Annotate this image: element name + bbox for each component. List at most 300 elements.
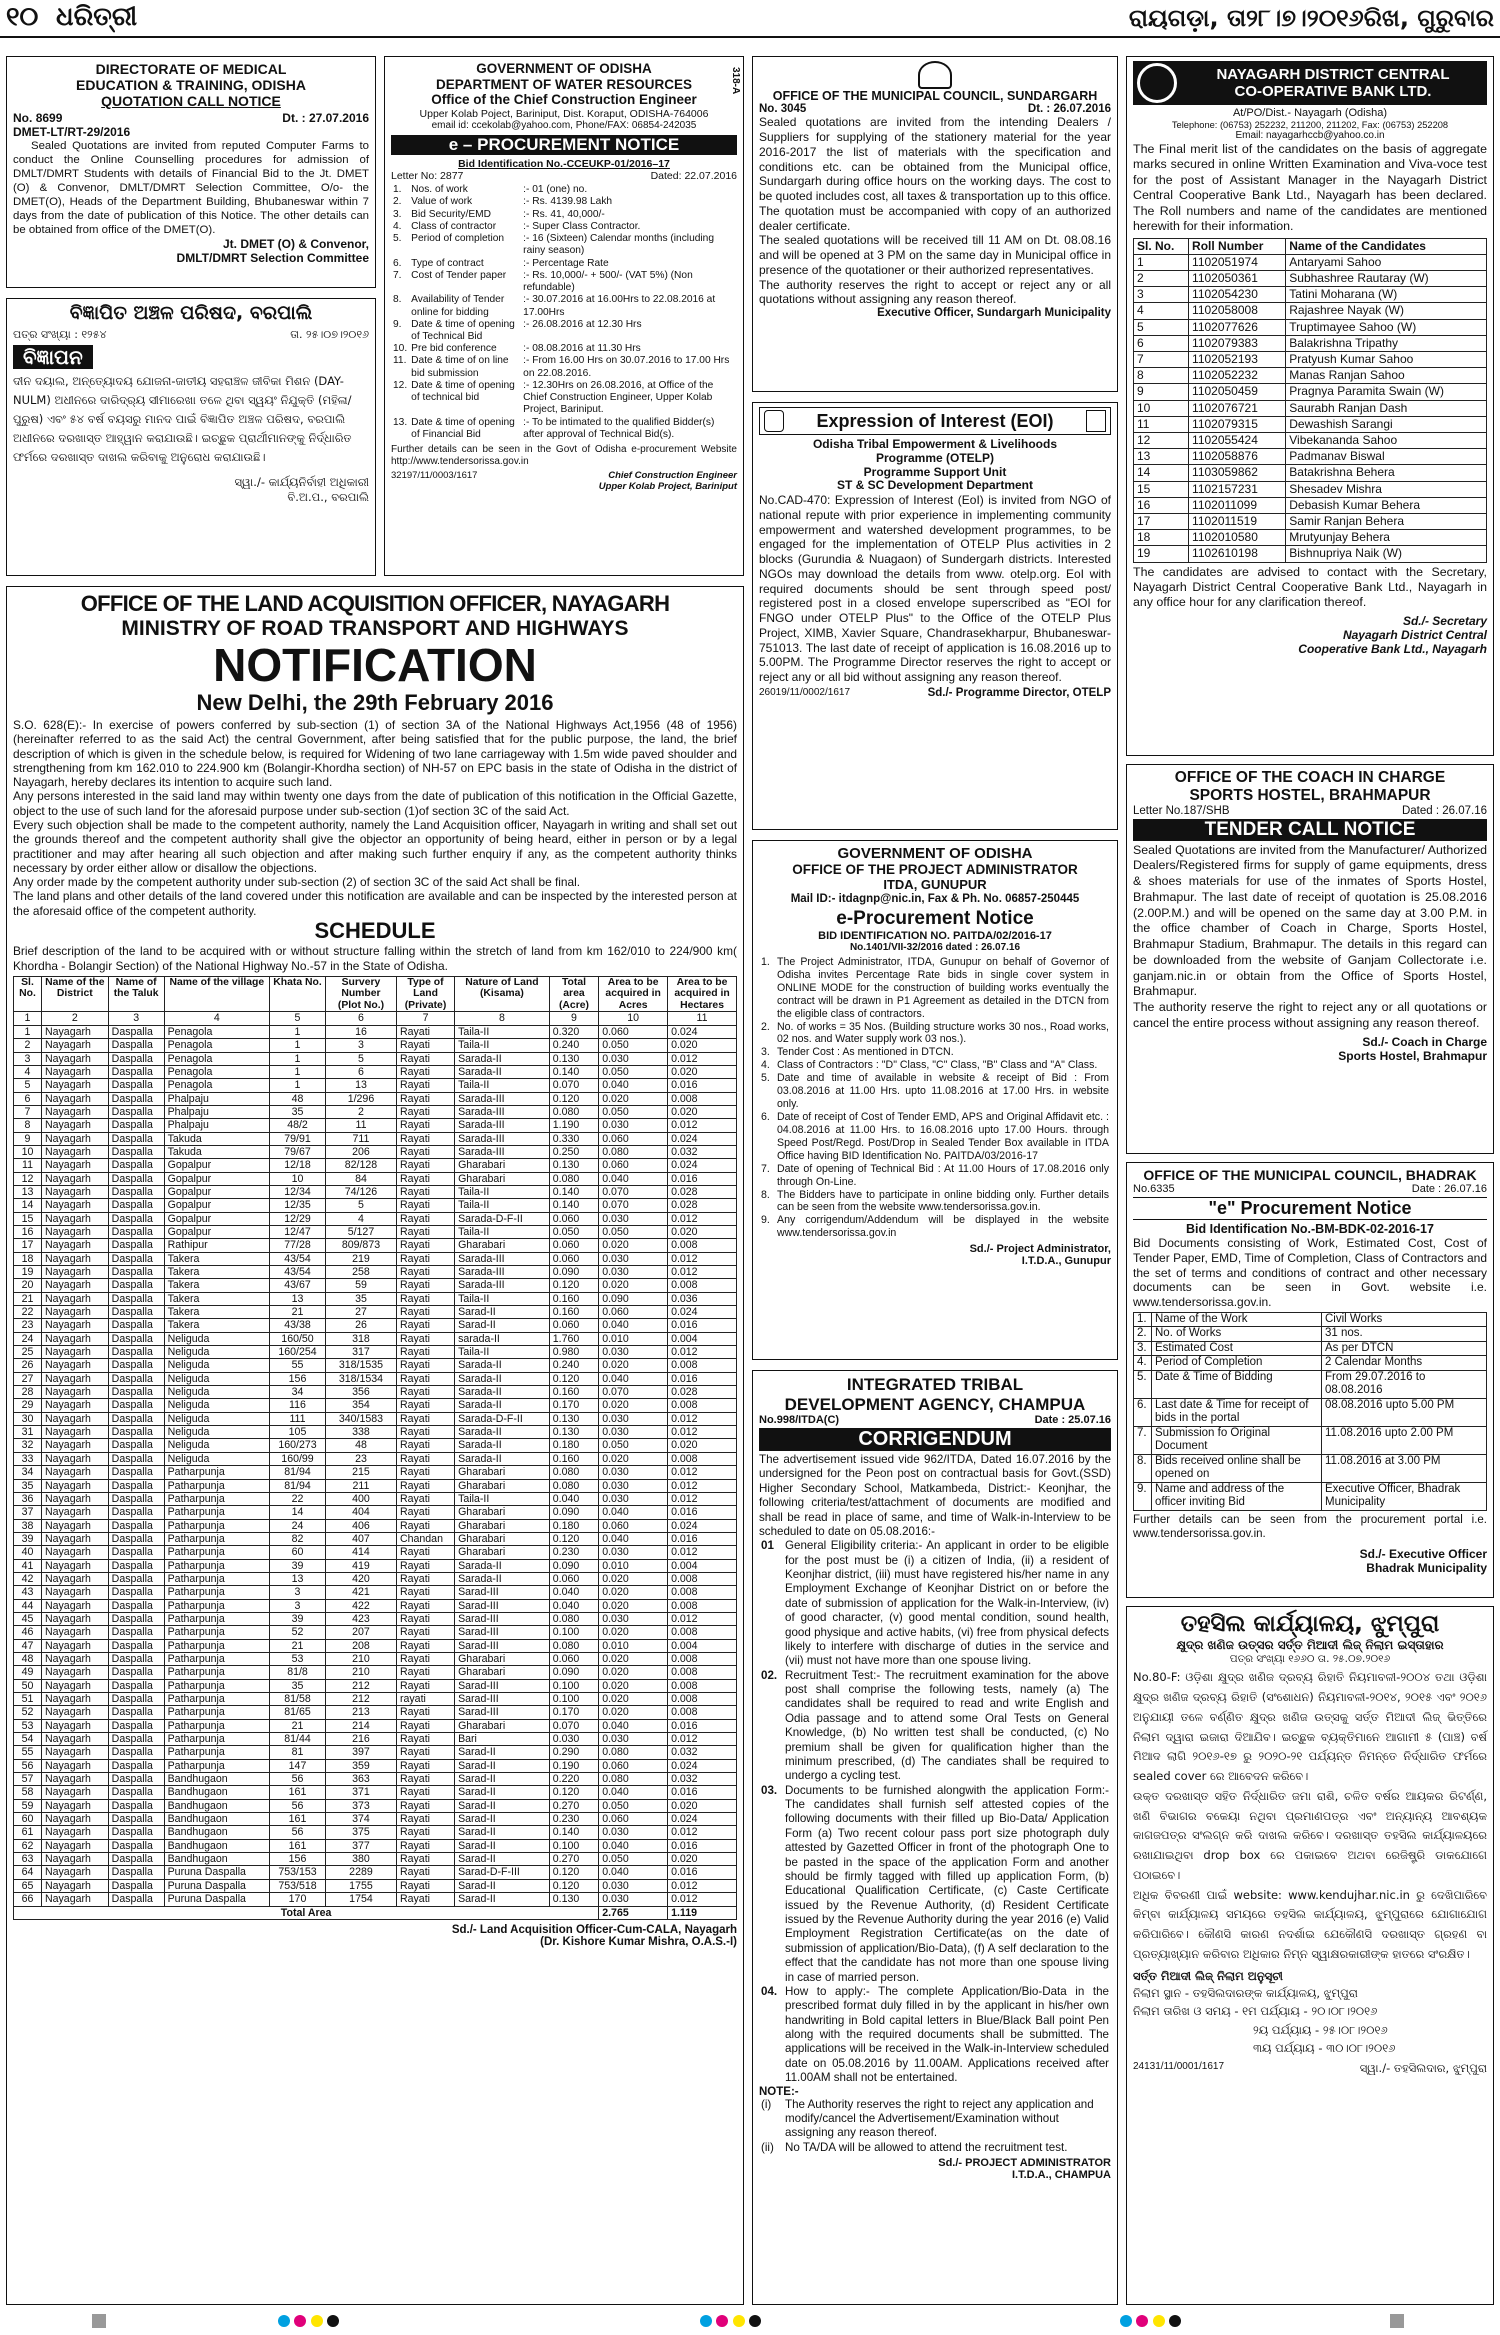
schedule-cell: Neliguda [164,1452,269,1465]
bank-title-1: NAYAGARH DISTRICT CENTRAL [1216,65,1450,83]
water-detail-cell: 3. [393,208,402,220]
schedule-cell: 1755 [325,1879,396,1892]
bank-table-cell: 1 [1134,254,1189,270]
schedule-cell: 56 [270,1799,326,1812]
schedule-cell: Takera [164,1306,269,1319]
schedule-cell: 7 [14,1105,42,1118]
schedule-cell: 84 [325,1172,396,1185]
schedule-cell: 0.060 [549,1652,598,1665]
schedule-cell: 0.030 [599,1212,668,1225]
schedule-cell: 59 [325,1279,396,1292]
schedule-cell: Rayati [396,1292,454,1305]
schedule-cell: 0.130 [549,1159,598,1172]
schedule-row [14,1639,737,1652]
schedule-cell: 0.020 [599,1279,668,1292]
bank-table-cell: 2 [1134,271,1189,287]
schedule-header-cell: Sl. No. [14,976,42,1012]
schedule-cell: 57 [14,1773,42,1786]
schedule-cell: 21 [270,1639,326,1652]
schedule-colnum-cell: 6 [325,1012,396,1025]
schedule-cell: 2 [14,1039,42,1052]
schedule-cell: Rayati [396,1612,454,1625]
nayagarh-bank-merit-list [1126,56,1494,756]
schedule-cell: Rayati [396,1759,454,1772]
sundargarh-municipal-notice [752,56,1118,392]
schedule-cell: Nayagarh [41,1079,108,1092]
schedule-cell: Patharpunja [164,1479,269,1492]
water-detail-cell: :- From 16.00 Hrs on 30.07.2016 to 17.00 Hrs on 22.08.2016. [523,355,730,379]
schedule-cell: 82 [270,1532,326,1545]
bank-table-cell: 7 [1134,352,1189,368]
schedule-cell: Nayagarh [41,1866,108,1879]
schedule-cell: 356 [325,1386,396,1399]
schedule-cell: Bandhugaon [164,1853,269,1866]
bhadrak-detail-cell: Last date & Time for receipt of bids in the portal [1152,1398,1322,1426]
schedule-colnum-cell: 3 [108,1012,164,1025]
land-schedule-heading: SCHEDULE [314,918,436,944]
schedule-cell: Nayagarh [41,1065,108,1078]
bank-table-row [1134,335,1487,351]
schedule-row [14,1826,737,1839]
schedule-cell: Rayati [396,1359,454,1372]
bank-table-header-cell: Name of the Candidates [1286,238,1487,254]
water-detail-row [391,319,737,343]
schedule-cell: 0.100 [549,1626,598,1639]
schedule-cell: Sarada-III [455,1279,550,1292]
schedule-cell: Daspalla [108,1145,164,1158]
schedule-cell: Rayati [396,1319,454,1332]
schedule-cell: Sarada-II [455,1452,550,1465]
schedule-cell: 210 [325,1652,396,1665]
schedule-cell: 0.030 [599,1826,668,1839]
schedule-cell: Takera [164,1279,269,1292]
schedule-cell: Rayati [396,1719,454,1732]
bank-table-cell: 1102079315 [1189,416,1286,432]
schedule-row [14,1359,737,1372]
water-notice-title: e – PROCUREMENT NOTICE [391,135,737,155]
schedule-cell: 0.290 [549,1746,598,1759]
schedule-cell: 0.008 [668,1586,737,1599]
schedule-cell: Nayagarh [41,1746,108,1759]
schedule-cell: Daspalla [108,1733,164,1746]
land-notification-heading: NOTIFICATION [213,639,537,692]
schedule-cell: 48/2 [270,1119,326,1132]
schedule-row [14,1519,737,1532]
schedule-row [14,1853,737,1866]
schedule-row [14,1306,737,1319]
schedule-cell: 0.016 [668,1506,737,1519]
schedule-cell: Nayagarh [41,1132,108,1145]
bhadrak-detail-row [1134,1454,1487,1482]
schedule-header-cell: Name of the village [164,976,269,1012]
dmet-date: Dt. : 27.07.2016 [282,111,369,126]
schedule-cell: Taila-II [455,1025,550,1038]
schedule-cell: Rayati [396,1452,454,1465]
schedule-cell: Daspalla [108,1119,164,1132]
schedule-cell: 0.010 [599,1559,668,1572]
schedule-cell: 0.120 [549,1786,598,1799]
schedule-cell: 0.060 [599,1519,668,1532]
schedule-cell: Daspalla [108,1079,164,1092]
schedule-cell: 35 [270,1679,326,1692]
schedule-cell: 0.050 [599,1225,668,1238]
schedule-row [14,1546,737,1559]
schedule-cell: Nayagarh [41,1359,108,1372]
schedule-cell: 81/58 [270,1693,326,1706]
schedule-cell: 160/254 [270,1346,326,1359]
schedule-row [14,1092,737,1105]
schedule-cell: 0.020 [668,1065,737,1078]
land-sign-1: Sd./- Land Acquisition Officer-Cum-CALA, Nayagarh [451,1923,737,1936]
schedule-header-cell: Area to be acquired in Hectares [668,976,737,1012]
bank-table-row [1134,433,1487,449]
schedule-cell: Bandhugaon [164,1786,269,1799]
schedule-cell: 375 [325,1826,396,1839]
bank-table-cell: Padmanav Biswal [1286,449,1487,465]
brahmapur-body-2: The authority reserve the right to reject any or all quotations or cancel the entire process without assigning any reason thereof. [1133,1000,1487,1030]
schedule-cell: Daspalla [108,1452,164,1465]
schedule-cell: 22 [14,1306,42,1319]
schedule-cell: Sarada-III [455,1266,550,1279]
tahasil-ref: ପତ୍ର ସଂଖ୍ୟା ୧୬୬୦ ତା. ୨୫.୦୭.୨୦୧୬ [1229,1653,1391,1666]
schedule-cell: 0.020 [599,1399,668,1412]
schedule-row [14,1239,737,1252]
schedule-cell: 60 [270,1546,326,1559]
bank-title-2: CO-OPERATIVE BANK LTD. [1234,83,1432,100]
schedule-cell: Rayati [396,1853,454,1866]
schedule-row [14,1145,737,1158]
schedule-cell: Nayagarh [41,1306,108,1319]
water-resources-e-procurement [384,56,744,576]
dmet-no: 8699 [35,111,63,126]
schedule-cell: Rayati [396,1893,454,1906]
water-sign-1: Chief Construction Engineer [608,470,737,482]
bhadrak-detail-cell: Executive Officer, Bhadrak Municipality [1322,1482,1487,1510]
bank-table-header-cell: Sl. No. [1134,238,1189,254]
schedule-cell: Phalpaju [164,1105,269,1118]
schedule-cell: 1 [14,1025,42,1038]
schedule-cell: 0.060 [599,1813,668,1826]
schedule-row [14,1799,737,1812]
bank-table-cell: 1102054230 [1189,287,1286,303]
land-para-4: Any order made by the competent authority under sub-section (2) of section 3C of the said Act shall be final. [13,875,581,890]
sundargarh-emblem-icon [918,61,952,89]
gunupur-item-cell: 7. [761,1162,770,1175]
gunupur-item-cell: The Project Administrator, ITDA, Gunupur on behalf of Governor of Odisha invites Percentage Rate bids in single cover system in ONLINE MODE for the construction of building works eventually the contract will be drawn in P1 Agreement as detailed in the DTCN from the eligible class of contractors. [777,955,1109,1020]
schedule-cell: 0.020 [599,1239,668,1252]
schedule-cell: 0.170 [549,1399,598,1412]
bank-table-cell: Vibekananda Sahoo [1286,433,1487,449]
schedule-row [14,1346,737,1359]
bank-table-row [1134,481,1487,497]
schedule-row [14,1266,737,1279]
schedule-cell: 56 [270,1773,326,1786]
schedule-cell: 55 [270,1359,326,1372]
dmet-sign-1: Jt. DMET (O) & Convenor, [222,237,369,252]
gunupur-sign-2: I.T.D.A., Gunupur [1021,1255,1111,1268]
schedule-row [14,1773,737,1786]
schedule-cell: Rayati [396,1172,454,1185]
schedule-cell: 0.030 [599,1479,668,1492]
schedule-cell: 0.160 [549,1306,598,1319]
bank-footer: The candidates are advised to contact with the Secretary, Nayagarh District Central Cooperative Bank Ltd., Nayagarh in any office hour for any clarification thereof. [1133,564,1487,610]
schedule-row [14,1372,737,1385]
schedule-cell: 216 [325,1733,396,1746]
schedule-cell: 25 [14,1346,42,1359]
bank-table-row [1134,416,1487,432]
bank-table-cell: 4 [1134,303,1189,319]
schedule-total-label: Total Area [14,1906,599,1919]
schedule-cell: Patharpunja [164,1652,269,1665]
bhadrak-detail-row [1134,1426,1487,1454]
schedule-row [14,1386,737,1399]
water-detail-cell: Bid Security/EMD [411,208,491,220]
tahasil-auction-notice [1126,1606,1494,2305]
bhadrak-detail-row [1134,1312,1487,1327]
schedule-cell: 0.060 [549,1319,598,1332]
schedule-colnum-cell: 10 [599,1012,668,1025]
schedule-cell: 0.040 [549,1599,598,1612]
gunupur-item-row [759,1111,1111,1163]
schedule-cell: Taila-II [455,1292,550,1305]
schedule-cell: Daspalla [108,1626,164,1639]
water-title-3: Office of the Chief Construction Engineer [431,92,697,108]
schedule-cell: Nayagarh [41,1119,108,1132]
bank-table-cell: 15 [1134,481,1189,497]
schedule-header-cell: Nature of Land (Kisama) [455,976,550,1012]
schedule-cell: 39 [14,1532,42,1545]
water-detail-row [391,343,737,355]
schedule-cell: 0.028 [668,1199,737,1212]
schedule-row [14,1466,737,1479]
schedule-cell: 65 [14,1879,42,1892]
schedule-cell: Nayagarh [41,1506,108,1519]
barpali-ref: ପତ୍ର ସଂଖ୍ୟା : ୧୨୫୪ [13,327,107,341]
schedule-cell: 30 [14,1412,42,1425]
schedule-cell: 0.030 [599,1879,668,1892]
schedule-cell: Daspalla [108,1132,164,1145]
schedule-cell: Takuda [164,1132,269,1145]
schedule-cell: Rayati [396,1212,454,1225]
schedule-row [14,1225,737,1238]
water-detail-row [391,294,737,318]
schedule-cell: Phalpaju [164,1092,269,1105]
schedule-cell: 0.012 [668,1466,737,1479]
champua-sign-2: I.T.D.A., CHAMPUA [1012,2169,1111,2182]
schedule-cell: Nayagarh [41,1092,108,1105]
bank-table-cell: 6 [1134,335,1189,351]
schedule-cell: Daspalla [108,1105,164,1118]
water-detail-cell: Date & time of on line bid submission [411,355,509,379]
schedule-cell: 20 [14,1279,42,1292]
bhadrak-body: Bid Documents consisting of Work, Estimated Cost, Cost of Tender Paper, EMD, Time of Completion, Class of Contractors and the set of terms and conditions of contract and other necessary documents can be seen in Govt. website i.e. www.tendersorissa.gov.in. [1133,1236,1487,1310]
schedule-cell: Gharabari [455,1519,550,1532]
brahmapur-title-1: OFFICE OF THE COACH IN CHARGE [1174,769,1446,786]
schedule-cell: Rayati [396,1572,454,1585]
schedule-cell: 0.040 [599,1506,668,1519]
schedule-cell: Puruna Daspalla [164,1893,269,1906]
water-detail-cell: :- 01 (one) no. [523,184,588,196]
bank-table-cell: 1102077626 [1189,319,1286,335]
schedule-cell: Gopalpur [164,1212,269,1225]
schedule-cell: 24 [14,1332,42,1345]
bank-email: Email: nayagarhccb@yahoo.co.in [1235,130,1385,142]
schedule-row [14,1679,737,1692]
schedule-cell: Nayagarh [41,1426,108,1439]
schedule-cell: Gopalpur [164,1225,269,1238]
schedule-cell: Sarad-II [455,1826,550,1839]
schedule-cell: Neliguda [164,1372,269,1385]
schedule-cell: 0.020 [599,1679,668,1692]
schedule-cell: 156 [270,1853,326,1866]
schedule-cell: 0.160 [549,1386,598,1399]
gunupur-item-row [759,1046,1111,1059]
schedule-cell: Nayagarh [41,1519,108,1532]
water-detail-cell: 2. [393,196,402,208]
schedule-cell: 0.012 [668,1212,737,1225]
gunupur-item-cell: The Bidders have to participate in online bidding only. Further details can be seen from the website www.tendersorissa.gov.in. [777,1188,1109,1214]
schedule-cell: 19 [14,1266,42,1279]
bank-table-cell: 1102076721 [1189,400,1286,416]
schedule-cell: 0.040 [599,1319,668,1332]
schedule-cell: 160/99 [270,1452,326,1465]
schedule-cell: Patharpunja [164,1506,269,1519]
schedule-cell: Nayagarh [41,1199,108,1212]
tahasil-schedule-title: ସର୍ତ୍ତ ମିଆଦୀ ଲିଜ୍ ନିଲାମ ଅନୁସୂଚୀ [1133,1968,1283,1983]
bank-table-cell: 14 [1134,465,1189,481]
schedule-cell: 160/273 [270,1439,326,1452]
schedule-cell: 0.004 [668,1332,737,1345]
schedule-cell: 753/518 [270,1879,326,1892]
barpali-advertisement [6,298,376,576]
schedule-cell: 81/8 [270,1666,326,1679]
schedule-cell: 0.070 [599,1185,668,1198]
bhadrak-detail-row [1134,1482,1487,1510]
bhadrak-detail-cell: 7. [1134,1426,1152,1454]
schedule-row [14,1492,737,1505]
schedule-cell: 18 [14,1252,42,1265]
schedule-cell: 43/67 [270,1279,326,1292]
schedule-cell: Daspalla [108,1866,164,1879]
water-detail-row [391,270,737,294]
schedule-cell: 0.008 [668,1092,737,1105]
bank-table-cell: 1102051974 [1189,254,1286,270]
water-address: Upper Kolab Poject, Bariniput, Dist. Koraput, ODISHA-764006 [419,107,709,120]
schedule-cell: 207 [325,1626,396,1639]
bank-table-cell: 3 [1134,287,1189,303]
schedule-cell: 10 [270,1172,326,1185]
schedule-cell: 0.180 [549,1439,598,1452]
schedule-cell: Sarad-II [455,1773,550,1786]
schedule-cell: Rayati [396,1866,454,1879]
dmet-title-1: DIRECTORATE OF MEDICAL [95,61,287,77]
schedule-cell: 147 [270,1759,326,1772]
champua-no: No.998/ITDA(C) [759,1414,840,1427]
bhadrak-details-table [1133,1312,1487,1511]
dmet-body: Sealed Quotations are invited from reputed Computer Farms to conduct the Online Counselling procedures for admission of DMLT/DMRT Students with details of Financial Bid to the Jt. DMET (O) & Convenor, DMLT/DMRT Selection Committee, O/o- the DMET(O), Heads of the Department Building, Bhubaneswar within 7 days from the date of publication of this Notice. The other details can be obtained from office of the DMET(O). [13,140,369,237]
schedule-cell: 3 [14,1052,42,1065]
schedule-cell: Taila-II [455,1346,550,1359]
schedule-cell: Gharabari [455,1506,550,1519]
water-detail-cell: :- Super Class Contractor. [523,220,641,232]
bhadrak-detail-cell: From 29.07.2016 to 08.08.2016 [1322,1370,1487,1398]
schedule-cell: 0.024 [668,1159,737,1172]
schedule-cell: 0.024 [668,1813,737,1826]
schedule-row [14,1025,737,1038]
bank-table-cell: 8 [1134,368,1189,384]
schedule-cell: Patharpunja [164,1693,269,1706]
schedule-row [14,1813,737,1826]
schedule-cell: 27 [325,1306,396,1319]
schedule-cell: 1/296 [325,1092,396,1105]
schedule-cell: Rayati [396,1506,454,1519]
schedule-cell: 0.060 [599,1159,668,1172]
bank-table-cell: 1102058008 [1189,303,1286,319]
bank-table-cell: 1102079383 [1189,335,1286,351]
water-detail-cell: 4. [393,220,402,232]
itda-gunupur-e-procurement [752,840,1118,1360]
schedule-row [14,1279,737,1292]
schedule-cell: 0.008 [668,1679,737,1692]
schedule-row [14,1199,737,1212]
schedule-cell: 111 [270,1412,326,1425]
schedule-cell: 0.060 [599,1759,668,1772]
schedule-cell: 12/35 [270,1199,326,1212]
schedule-cell: 0.140 [549,1185,598,1198]
schedule-row [14,1319,737,1332]
schedule-cell: Neliguda [164,1359,269,1372]
gunupur-item-row [759,1214,1111,1240]
gunupur-item-row [759,1021,1111,1047]
schedule-cell: 0.008 [668,1666,737,1679]
schedule-cell: Nayagarh [41,1145,108,1158]
schedule-cell: Sarada-II [455,1399,550,1412]
schedule-cell: 53 [14,1719,42,1732]
schedule-cell: 0.140 [549,1065,598,1078]
schedule-cell: Nayagarh [41,1893,108,1906]
schedule-cell: Daspalla [108,1319,164,1332]
schedule-cell: 0.240 [549,1359,598,1372]
water-detail-cell: :- Percentage Rate [523,257,609,269]
schedule-cell: Rayati [396,1092,454,1105]
schedule-cell: 0.028 [668,1185,737,1198]
sundargarh-body-1: Sealed quotations are invited from the intending Dealers / Suppliers for supplying of the stationery material for the year 2016-2017 the list of materials with the specification and conditions etc. can be obtained from the Municipal office, Sundargarh during office hours on the working days. The cost to be quoted includes cost, all taxes & transportation up to this office. The quotation must be accompanied with copy of an authorized dealer certificate. [759,115,1111,233]
schedule-cell: Sarada-II [455,1426,550,1439]
schedule-cell: 8 [14,1119,42,1132]
schedule-cell: 0.008 [668,1693,737,1706]
schedule-cell: 0.080 [599,1746,668,1759]
schedule-cell: 64 [14,1866,42,1879]
schedule-cell: 2289 [325,1866,396,1879]
schedule-cell: 1 [270,1052,326,1065]
schedule-cell: 0.040 [549,1492,598,1505]
barpali-date: ତା. ୨୫।୦୭।୨୦୧୬ [290,327,369,341]
schedule-cell: Puruna Daspalla [164,1866,269,1879]
schedule-cell: 0.040 [599,1372,668,1385]
eoi-sub-2: Programme (OTELP) [875,450,995,465]
schedule-cell: Daspalla [108,1372,164,1385]
schedule-cell: Sarad-III [455,1693,550,1706]
bank-table-cell: Pragnya Paramita Swain (W) [1286,384,1487,400]
schedule-cell: 0.012 [668,1266,737,1279]
schedule-cell: 210 [325,1666,396,1679]
schedule-cell: 81/44 [270,1733,326,1746]
schedule-row [14,1452,737,1465]
schedule-cell: 404 [325,1506,396,1519]
tahasil-body-2: ଉକ୍ତ ଦରଖାସ୍ତ ସହିତ ନିର୍ଦ୍ଧାରିତ ଜମା ରାଶି, ଚଳିତ ବର୍ଷର ଆୟକର ରିଟର୍ଣ୍ଣ, ଖଣି ବିଭାଗର ବକେୟା ନଥିବା ପ୍ରମାଣପତ୍ର ଏବଂ ଅନ୍ୟାନ୍ୟ ଆବଶ୍ୟକ କାଗଜପତ୍ର ସଂଲଗ୍ନ କରି ଦାଖଲ କରିବେ। ଦରଖାସ୍ତ ତହସିଲ କାର୍ଯ୍ୟାଳୟରେ ରଖାଯାଇଥିବା drop box ରେ ପକାଇବେ ଅଥବା ରେଜିଷ୍ଟ୍ରି ଡାକଯୋଗେ ପଠାଇବେ। [1133,1788,1487,1882]
gunupur-item-cell: 3. [761,1046,770,1059]
schedule-cell: 46 [14,1626,42,1639]
